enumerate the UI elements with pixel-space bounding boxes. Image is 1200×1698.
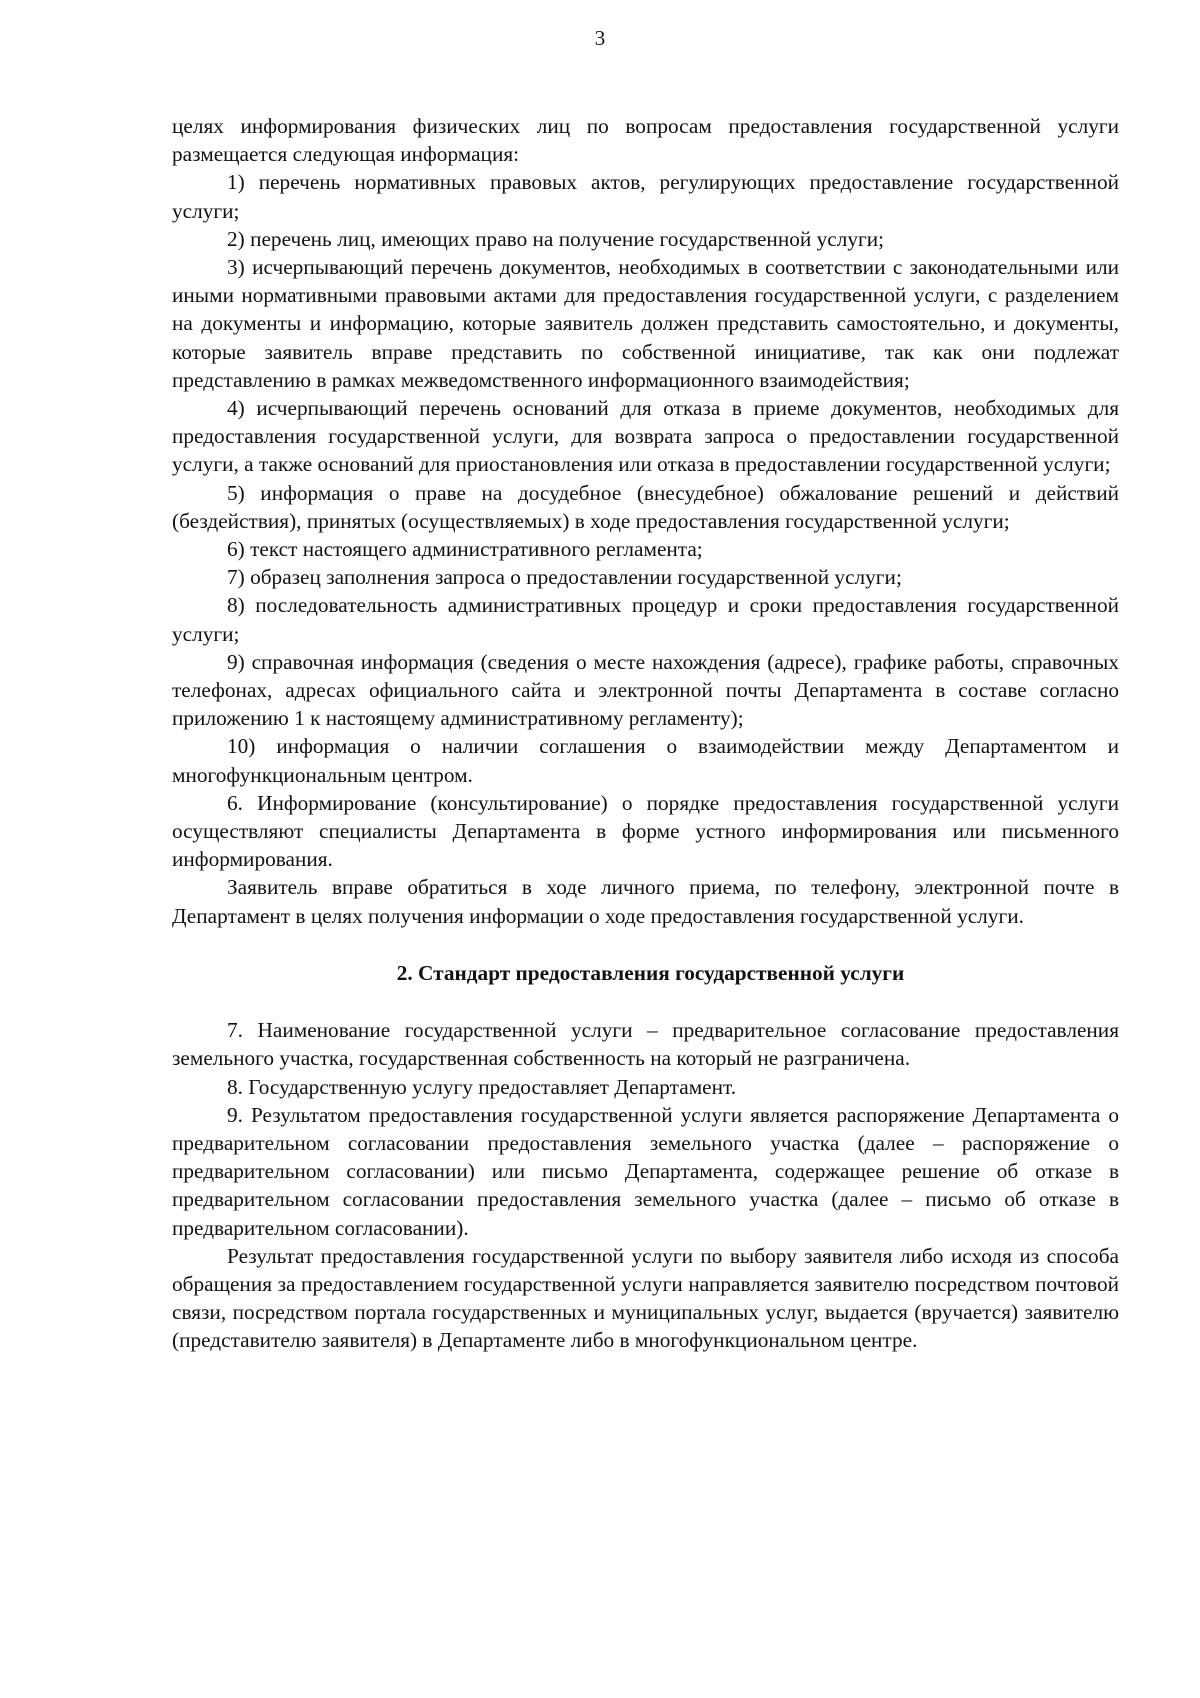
paragraph: 9. Результатом предоставления государственной услуги является распоряжение Департамента о предварительном согласовании предоставления земельного участка (далее – распоряжение о предварительном согласовании) или письмо Департамента, содержащее решение об отказе в предварительном согласовании предоставления земельного участка (далее – письмо об отказе в предварительном согласовании). [172,1102,1119,1240]
list-item: 1) перечень нормативных правовых актов, регулирующих предоставление государственной услуги; [172,170,1119,223]
list-item: 6) текст настоящего административного регламента; [227,537,703,562]
list-item: 4) исчерпывающий перечень оснований для отказа в приеме документов, необходимых для предоставления государственной услуги, для возврата запроса о предоставлении государственной услуги, а также оснований для приостановления или отказа в предоставлении государственной услуги; [172,396,1119,477]
list-item: 7) образец заполнения запроса о предоставлении государственной услуги; [227,565,902,590]
document-body [172,112,1119,1355]
list-item: 5) информация о праве на досудебное (внесудебное) обжалование решений и действий (бездействия), принятых (осуществляемых) в ходе предоставления государственной услуги; [172,480,1119,533]
page-number: 3 [594,26,606,50]
list-item: 8) последовательность административных процедур и сроки предоставления государственной услуги; [172,593,1119,646]
paragraph: 7. Наименование государственной услуги – предварительное согласование предоставления земельного участка, государственная собственность на который не разграничена. [172,1018,1119,1071]
list-item: 9) справочная информация (сведения о месте нахождения (адресе), графике работы, справочных телефонах, адресах официального сайта и электронной почты Департамента в составе согласно приложению 1 к настоящему административному регламенту); [172,649,1119,731]
list-item: 3) исчерпывающий перечень документов, необходимых в соответствии с законодательными или иными нормативными правовыми актами для предоставления государственной услуги, с разделением на документы и информацию, которые заявитель должен представить самостоятельно, и документы, которые заявитель вправе представить по собственной инициативе, так как они подлежат представлению в рамках межведомственного информационного взаимодействия; [172,255,1119,392]
list-item: 2) перечень лиц, имеющих право на получение государственной услуги; [227,226,885,251]
section-heading: 2. Стандарт предоставления государственной услуги [396,960,905,985]
paragraph: 6. Информирование (консультирование) о порядке предоставления государственной услуги осуществляют специалисты Департамента в форме устного информирования или письменного информирования. [172,790,1119,872]
paragraph: Результат предоставления государственной услуги по выбору заявителя либо исходя из способа обращения за предоставлением государственной услуги направляется заявителю посредством почтовой связи, посредством портала государственных и муниципальных услуг, выдается (вручается) заявителю (представителю заявителя) в Департаменте либо в многофункциональном центре. [172,1243,1119,1353]
paragraph: Заявитель вправе обратиться в ходе личного приема, по телефону, электронной почте в Департамент в целях получения информации о ходе предоставления государственной услуги. [172,875,1119,928]
list-item: 10) информация о наличии соглашения о взаимодействии между Департаментом и многофункциональным центром. [172,734,1119,787]
paragraph: целях информирования физических лиц по вопросам предоставления государственной услуги размещается следующая информация: [172,114,1119,167]
paragraph: 8. Государственную услугу предоставляет Департамент. [227,1074,737,1099]
